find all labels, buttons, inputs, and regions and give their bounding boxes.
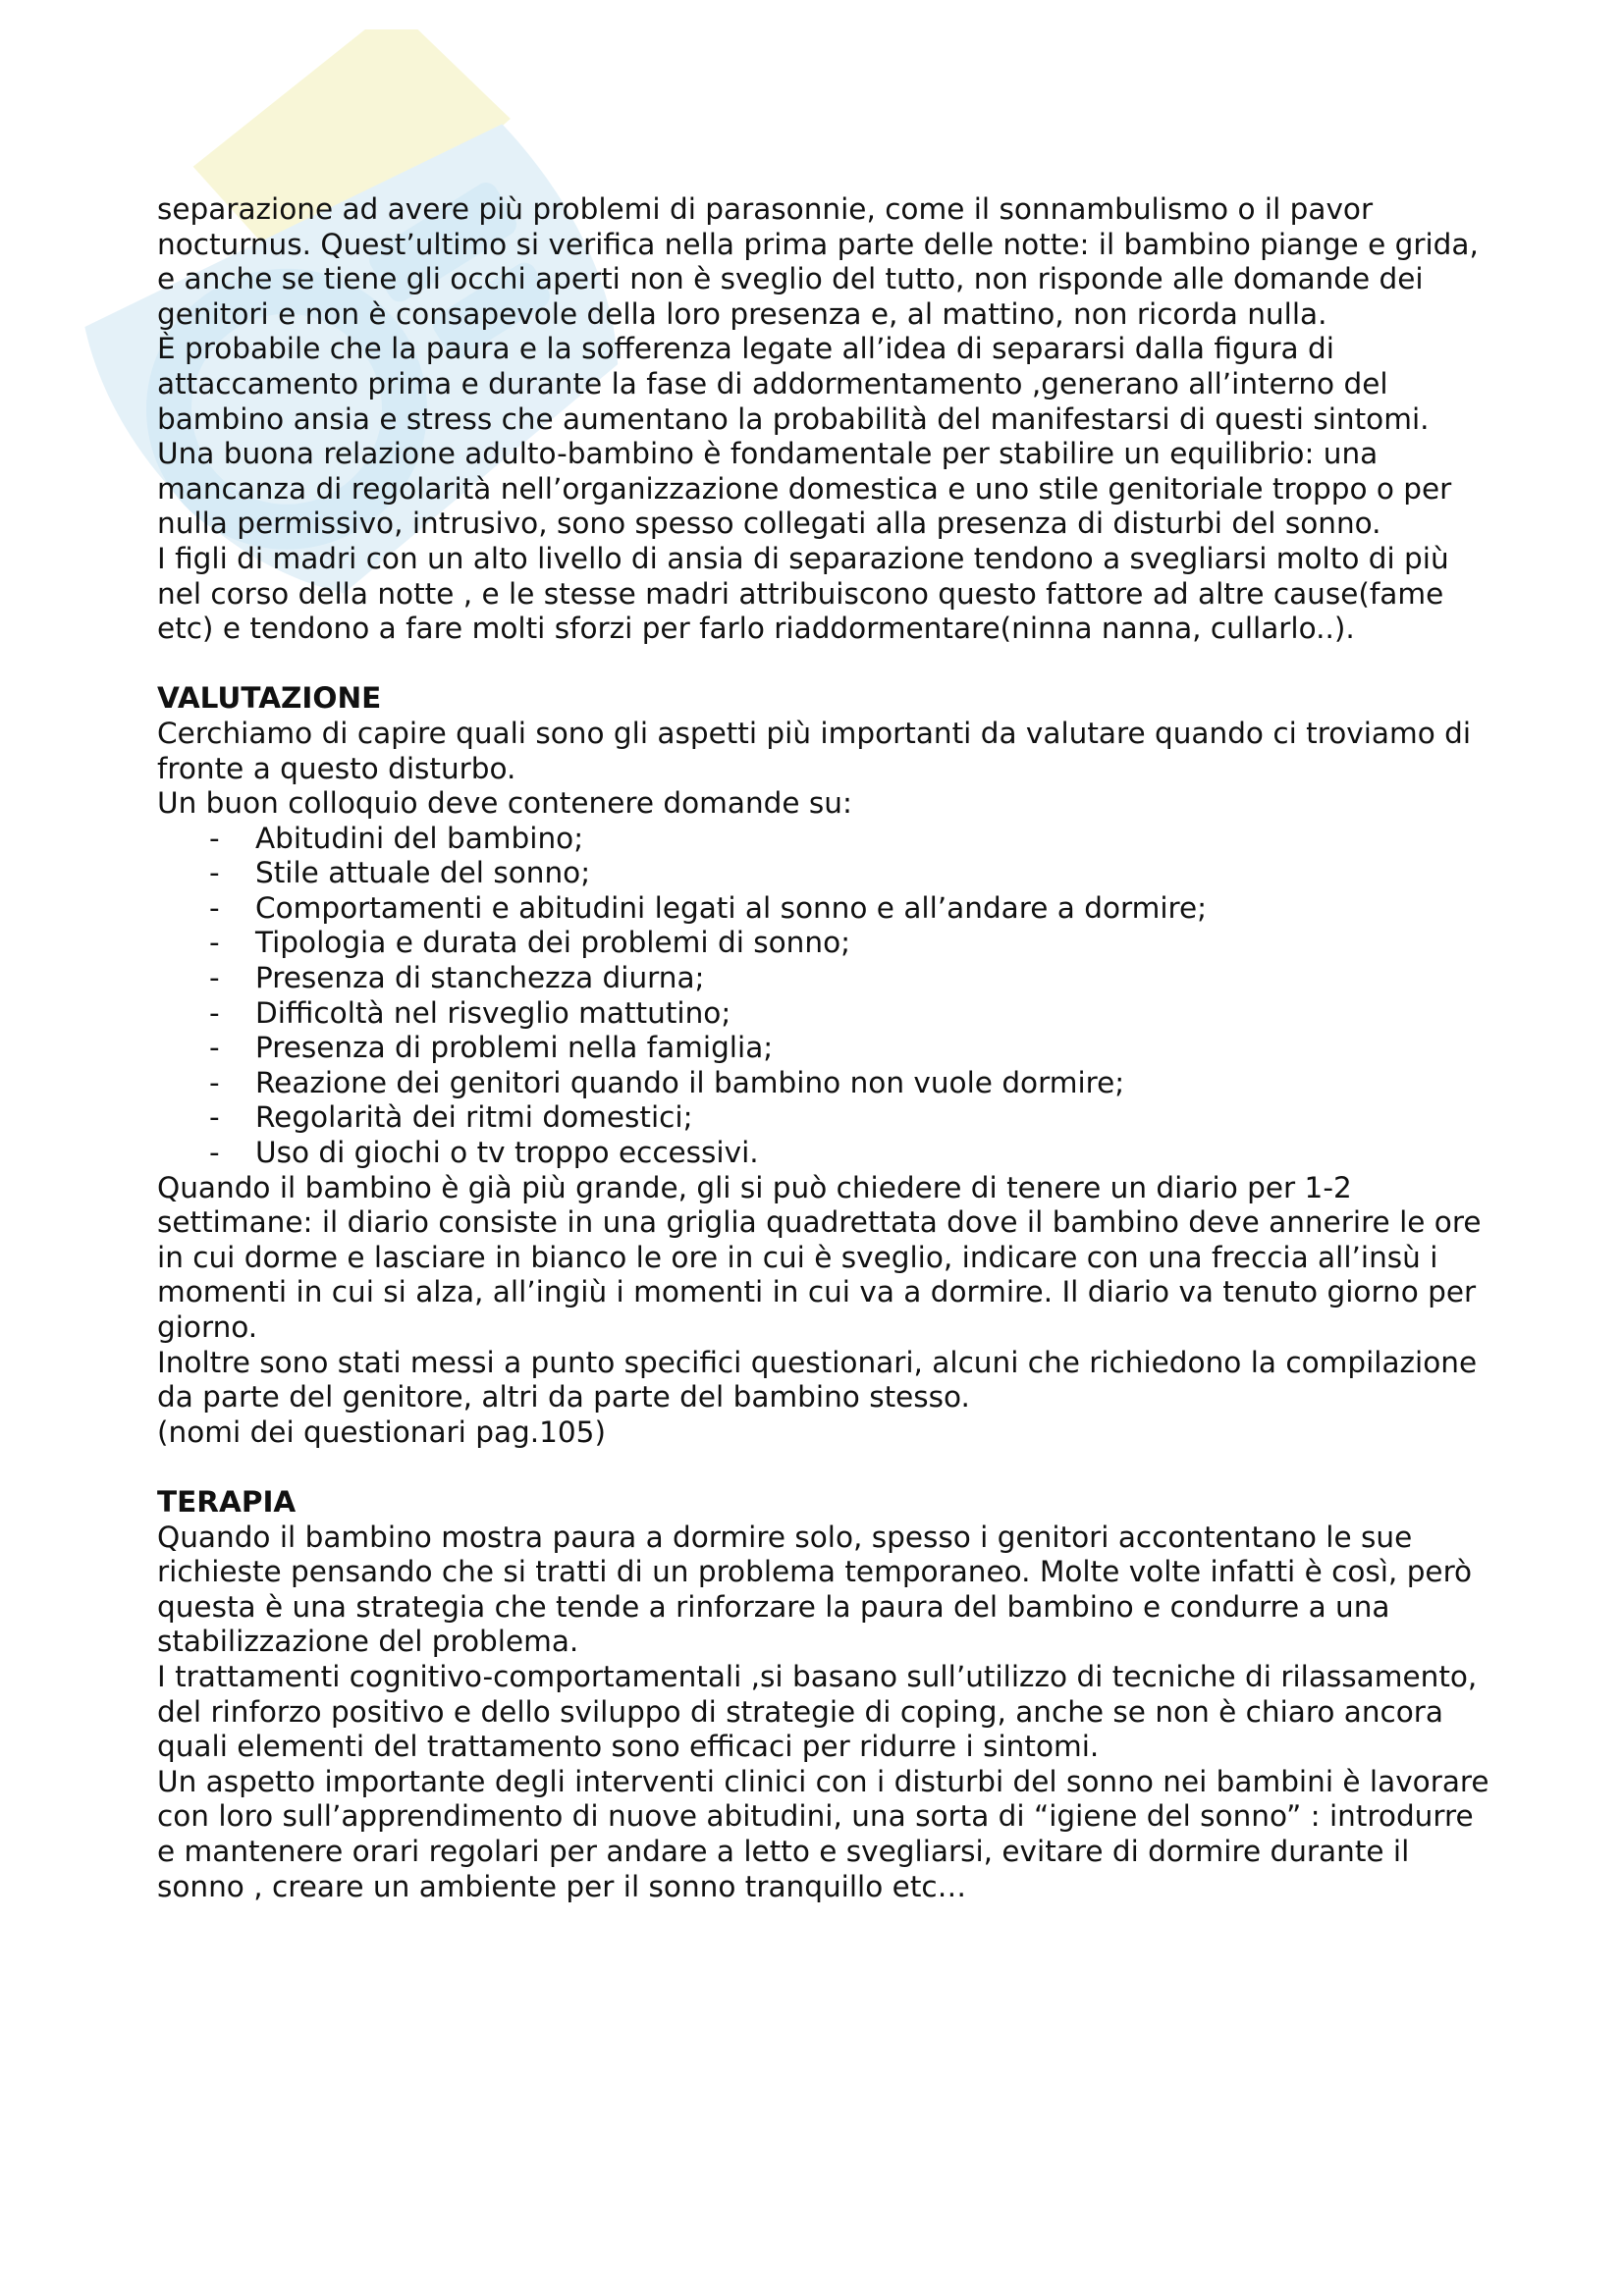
intro-section — [157, 192, 1492, 647]
paragraph: Un buon colloquio deve contenere domande su: — [157, 786, 852, 821]
paragraph: Quando il bambino mostra paura a dormire solo, spesso i genitori accontentano le sue richieste pensando che si tratti di un problema temporaneo. Molte volte infatti è così, però questa è una strategia che tende a rinforzare la paura del bambino e condurre a una stabilizzazione del problema. — [157, 1520, 1473, 1659]
paragraph: (nomi dei questionari pag.105) — [157, 1415, 606, 1449]
paragraph: Un aspetto importante degli interventi clinici con i disturbi del sonno nei bambini è lavorare con loro sull’apprendimento di nuove abitudini, una sorta di “igiene del sonno” : introdurre e mantenere orari regolari per andare a letto e svegliarsi, evitare di dormire durante il sonno , creare un ambiente per il sonno tranquillo etc… — [157, 1764, 1489, 1903]
paragraph: I figli di madri con un alto livello di ansia di separazione tendono a svegliarsi molto di più nel corso della notte , e le stesse madri attribuiscono questo fattore ad altre cause(fame etc) e tendono a fare molti sforzi per farlo riaddormentare(ninna nanna, cullarlo..). — [157, 541, 1449, 646]
list-item: - Uso di giochi o tv troppo eccessivi. — [157, 1136, 1492, 1171]
paragraph: separazione ad avere più problemi di parasonnie, come il sonnambulismo o il pavor nocturnus. Quest’ultimo si verifica nella prima parte delle notte: il bambino piange e grida, e anche se tiene gli occhi aperti non è sveglio del tutto, non risponde alle domande dei genitori e non è consapevole della loro presenza e, al mattino, non ricorda nulla. — [157, 192, 1479, 331]
list-item: - Presenza di problemi nella famiglia; — [157, 1031, 1492, 1066]
list-item: - Difficoltà nel risveglio mattutino; — [157, 996, 1492, 1032]
list-item: - Presenza di stanchezza diurna; — [157, 961, 1492, 996]
valutazione-list — [157, 822, 1492, 1171]
paragraph: Quando il bambino è già più grande, gli si può chiedere di tenere un diario per 1-2 settimane: il diario consiste in una griglia quadrettata dove il bambino deve annerire le ore in cui dorme e lasciare in bianco le ore in cui è sveglio, indicare con una freccia all’insù i momenti in cui si alza, all’ingiù i momenti in cui va a dormire. Il diario va tenuto giorno per giorno. — [157, 1170, 1482, 1344]
heading-terapia: TERAPIA — [157, 1484, 297, 1519]
paragraph: I trattamenti cognitivo-comportamentali ,si basano sull’utilizzo di tecniche di rilassamento, del rinforzo positivo e dello sviluppo di strategie di coping, anche se non è chiaro ancora quali elementi del trattamento sono efficaci per ridurre i sintomi. — [157, 1659, 1478, 1764]
list-item: - Reazione dei genitori quando il bambino non vuole dormire; — [157, 1066, 1492, 1101]
list-item: - Tipologia e durata dei problemi di sonno; — [157, 926, 1492, 961]
list-item: - Comportamenti e abitudini legati al sonno e all’andare a dormire; — [157, 891, 1492, 927]
terapia-section — [157, 1521, 1492, 1905]
section-gap — [157, 647, 1492, 682]
list-item: - Regolarità dei ritmi domestici; — [157, 1100, 1492, 1136]
list-item: - Stile attuale del sonno; — [157, 856, 1492, 891]
valutazione-after — [157, 1171, 1492, 1451]
paragraph: Inoltre sono stati messi a punto specifici questionari, alcuni che richiedono la compilazione da parte del genitore, altri da parte del bambino stesso. — [157, 1345, 1478, 1415]
valutazione-intro — [157, 717, 1492, 822]
section-gap — [157, 1450, 1492, 1485]
paragraph: Una buona relazione adulto-bambino è fondamentale per stabilire un equilibrio: una mancanza di regolarità nell’organizzazione domestica e uno stile genitoriale troppo o per nulla permissivo, intrusivo, sono spesso collegati alla presenza di disturbi del sonno. — [157, 437, 1452, 541]
document-page — [157, 192, 1492, 1904]
paragraph: Cerchiamo di capire quali sono gli aspetti più importanti da valutare quando ci troviamo di fronte a questo disturbo. — [157, 716, 1472, 785]
list-item: - Abitudini del bambino; — [157, 822, 1492, 857]
paragraph: È probabile che la paura e la sofferenza legate all’idea di separarsi dalla figura di attaccamento prima e durante la fase di addormentamento ,generano all’interno del bambino ansia e stress che aumentano la probabilità del manifestarsi di questi sintomi. — [157, 332, 1430, 436]
heading-valutazione: VALUTAZIONE — [157, 681, 382, 716]
